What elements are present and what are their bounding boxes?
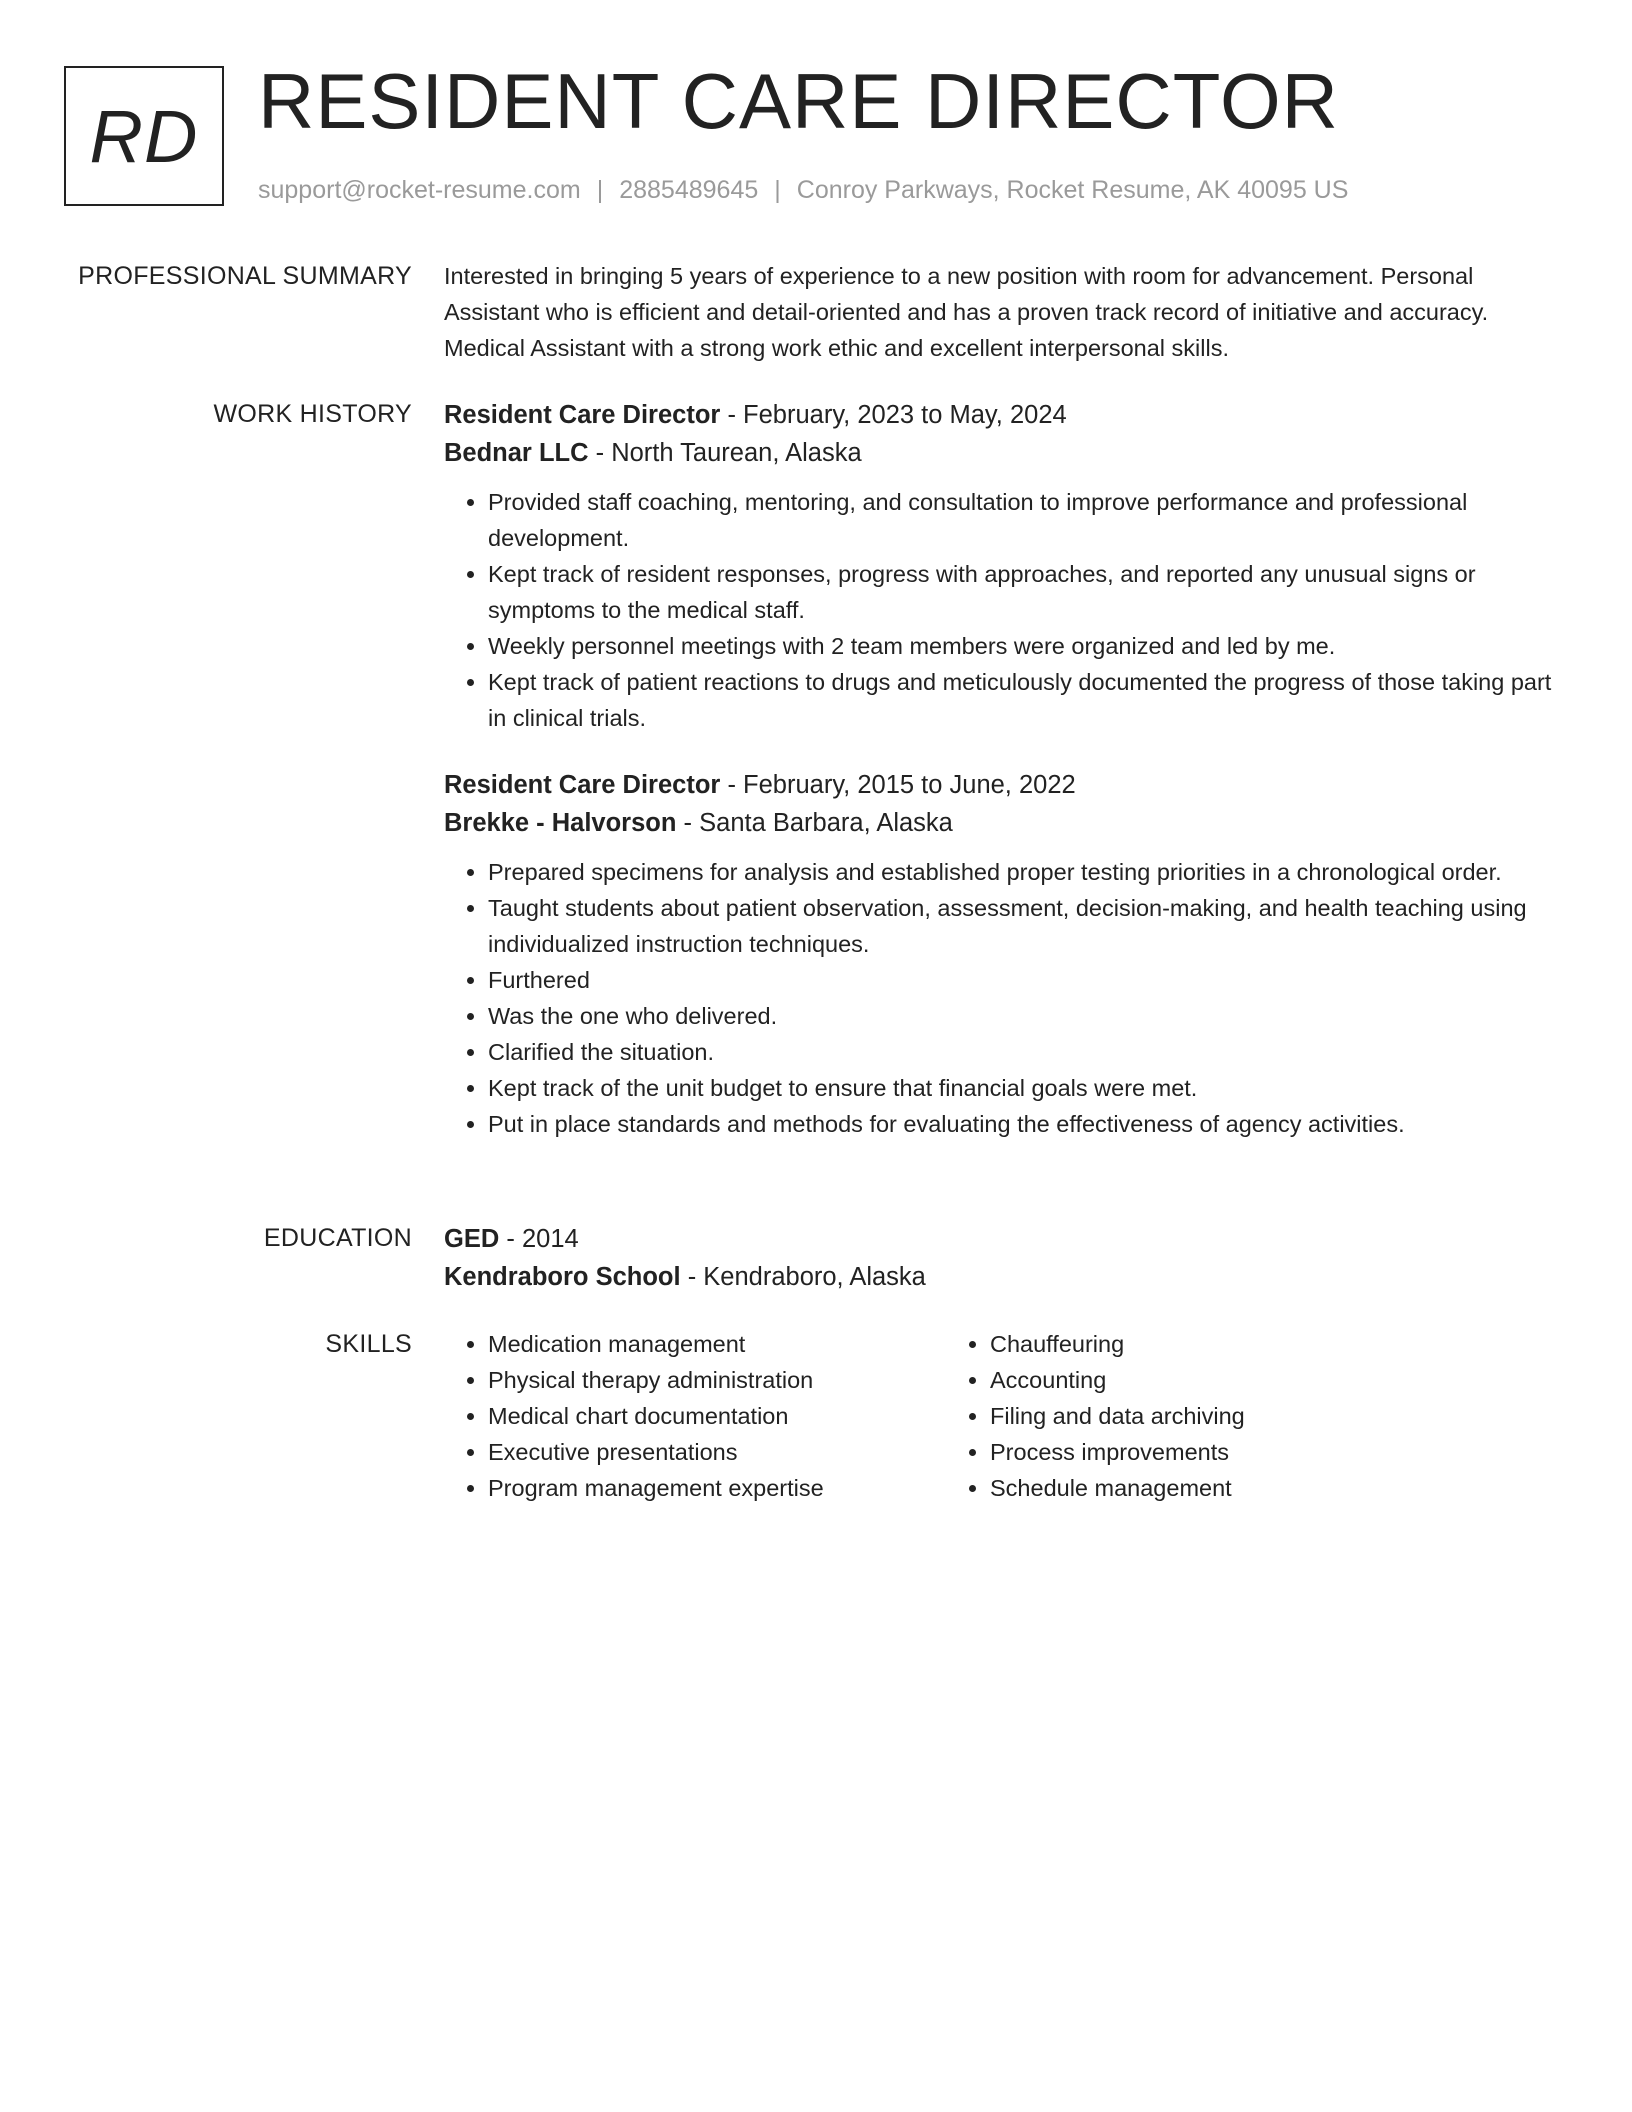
contact-email: support@rocket-resume.com	[258, 176, 581, 204]
job-entry	[444, 766, 1554, 1142]
skills-body	[444, 1326, 1554, 1506]
page-title: RESIDENT CARE DIRECTOR	[258, 57, 1339, 145]
summary-text: Interested in bringing 5 years of experience to a new position with room for advancement. Personal Assistant who is efficient and detail-oriented and has a proven track record of initiative and accuracy. Medical Assistant with a strong work ethic and excellent interpersonal skills.	[444, 263, 1489, 361]
list-item: • Put in place standards and methods for evaluating the effectiveness of agency activities.	[488, 1106, 1554, 1142]
section-label-work: WORK HISTORY	[213, 400, 412, 428]
list-item: • Weekly personnel meetings with 2 team members were organized and led by me.	[488, 628, 1554, 664]
job-title-line	[444, 396, 1554, 434]
list-item: • Kept track of patient reactions to drugs and meticulously documented the progress of those taking part in clinical trials.	[488, 664, 1554, 736]
job-title: Resident Care Director	[444, 771, 721, 799]
education-body	[444, 1220, 1554, 1296]
list-item: • Accounting	[990, 1362, 1448, 1398]
list-item: • Kept track of the unit budget to ensure that financial goals were met.	[488, 1070, 1554, 1106]
list-item: • Taught students about patient observation, assessment, decision-making, and health teaching using individualized instruction techniques.	[488, 890, 1554, 962]
work-history-body	[444, 396, 1554, 1142]
skills-columns	[444, 1326, 1554, 1506]
job-dates: February, 2015 to June, 2022	[743, 771, 1076, 799]
contact-separator: |	[774, 176, 781, 204]
contact-phone: 2885489645	[619, 176, 759, 204]
list-item: • Physical therapy administration	[488, 1362, 946, 1398]
dash: -	[683, 809, 693, 837]
education-location: Kendraboro, Alaska	[703, 1263, 926, 1291]
job-title: Resident Care Director	[444, 401, 721, 429]
dash: -	[506, 1225, 515, 1253]
job-entry	[444, 396, 1554, 736]
list-item: • Furthered	[488, 962, 1554, 998]
list-item: • Program management expertise	[488, 1470, 946, 1506]
job-company: Brekke - Halvorson	[444, 809, 677, 837]
list-item: • Executive presentations	[488, 1434, 946, 1470]
education-school-line	[444, 1258, 1554, 1296]
contact-address: Conroy Parkways, Rocket Resume, AK 40095 US	[796, 176, 1349, 204]
list-item: • Chauffeuring	[990, 1326, 1448, 1362]
contact-separator: |	[596, 176, 604, 204]
monogram-logo: RD	[64, 66, 224, 206]
job-bullets	[444, 484, 1554, 736]
job-location: North Taurean, Alaska	[611, 439, 862, 467]
list-item: • Medication management	[488, 1326, 946, 1362]
education-degree: GED	[444, 1225, 500, 1253]
section-label-summary: PROFESSIONAL SUMMARY	[78, 262, 412, 290]
education-year: 2014	[521, 1225, 579, 1253]
list-item: • Prepared specimens for analysis and established proper testing priorities in a chronological order.	[488, 854, 1554, 890]
summary-body	[444, 258, 1554, 366]
list-item: • Kept track of resident responses, progress with approaches, and reported any unusual signs or symptoms to the medical staff.	[488, 556, 1554, 628]
list-item: • Medical chart documentation	[488, 1398, 946, 1434]
list-item: • Process improvements	[990, 1434, 1448, 1470]
list-item: • Was the one who delivered.	[488, 998, 1554, 1034]
job-title-line	[444, 766, 1554, 804]
section-label-skills: SKILLS	[325, 1330, 412, 1358]
job-location: Santa Barbara, Alaska	[699, 809, 953, 837]
list-item: • Schedule management	[990, 1470, 1448, 1506]
dash: -	[727, 771, 736, 799]
skills-list-left	[444, 1326, 946, 1506]
section-label-education: EDUCATION	[263, 1224, 412, 1252]
job-company-line	[444, 434, 1554, 472]
dash: -	[595, 439, 605, 467]
list-item: • Filing and data archiving	[990, 1398, 1448, 1434]
job-company-line	[444, 804, 1554, 842]
education-degree-line	[444, 1220, 1554, 1258]
dash: -	[687, 1263, 697, 1291]
dash: -	[727, 401, 736, 429]
job-bullets	[444, 854, 1554, 1142]
education-school: Kendraboro School	[444, 1263, 681, 1291]
skills-list-right	[946, 1326, 1448, 1506]
job-company: Bednar LLC	[444, 439, 589, 467]
list-item: • Provided staff coaching, mentoring, and consultation to improve performance and professional development.	[488, 484, 1554, 556]
list-item: • Clarified the situation.	[488, 1034, 1554, 1070]
job-dates: February, 2023 to May, 2024	[743, 401, 1067, 429]
contact-line	[258, 172, 1348, 208]
